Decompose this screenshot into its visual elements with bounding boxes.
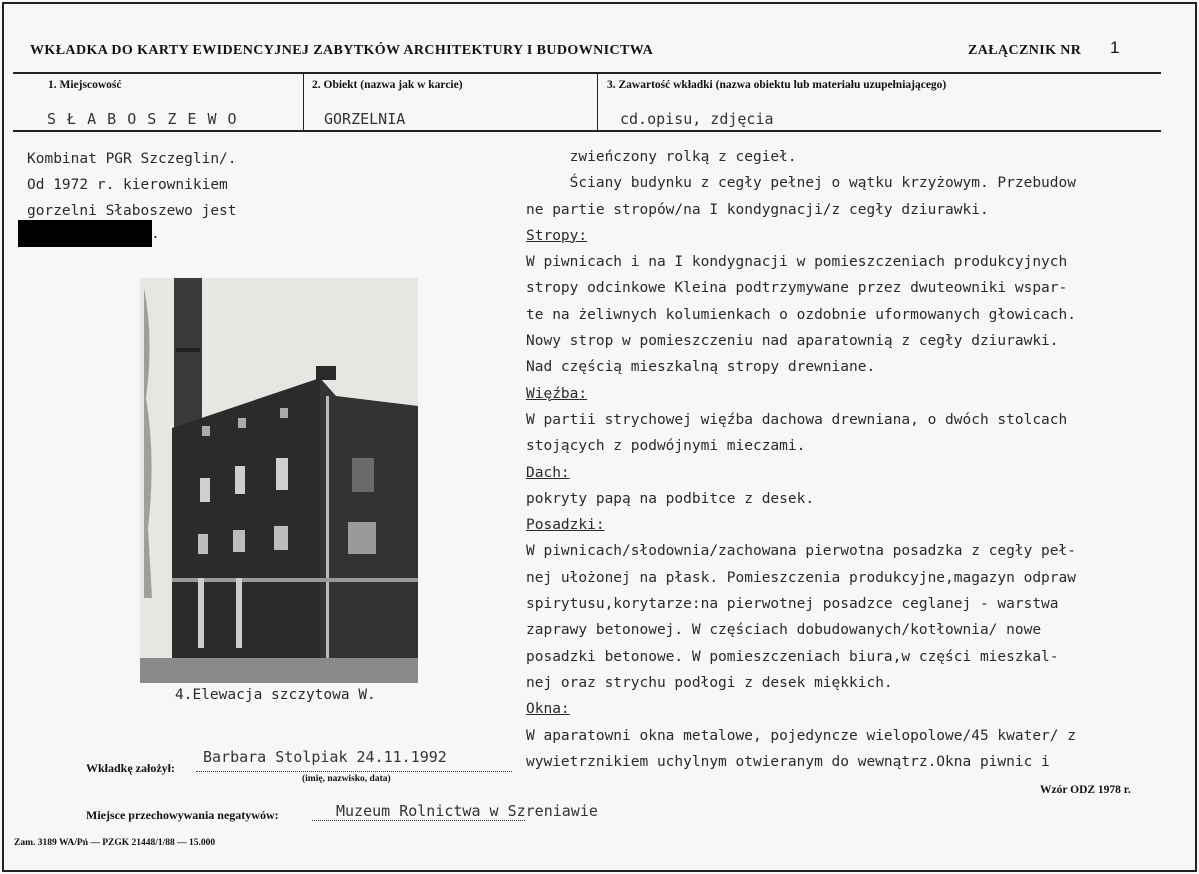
storage-value: Muzeum Rolnictwa w Szreniawie	[336, 802, 598, 820]
section-heading: Więźba:	[526, 385, 588, 402]
description-line: nej oraz strychu podłogi z desek miękkich.	[526, 674, 893, 691]
header-rule-bottom	[13, 130, 1161, 132]
template-label: Wzór ODZ 1978 r.	[1040, 784, 1131, 796]
locality-value: S Ł A B O S Z E W O	[47, 110, 238, 128]
description-line: W piwnicach/słodownia/zachowana pierwotna posadzka z cegły peł-	[526, 543, 1076, 560]
description-line: stropy odcinkowe Kleina podtrzymywane przez dwuteowniki wspar-	[526, 280, 1068, 297]
established-label: Wkładkę założył:	[86, 761, 175, 775]
print-info: Zam. 3189 WA/Pń — PZGK 21448/1/88 — 15.000	[14, 838, 216, 848]
description-line: nej ułożonej na płask. Pomieszczenia produkcyjne,magazyn odpraw	[526, 569, 1076, 586]
photo-caption: 4.Elewacja szczytowa W.	[175, 687, 376, 703]
attachment-number: 1	[1110, 38, 1120, 57]
left-notes	[27, 146, 237, 224]
description-line: stojących z podwójnymi mieczami.	[526, 438, 806, 455]
header-rule-top	[13, 72, 1161, 74]
description-line: Ściany budynku z cegły pełnej o wątku krzyżowym. Przebudow	[526, 175, 1076, 192]
description-line: Nowy strop w pomieszczeniu nad aparatownią z cegły dziurawki.	[526, 333, 1059, 350]
established-dotted-line	[196, 771, 512, 772]
description-line: zaprawy betonowej. W częściach dobudowanych/kotłownia/ nowe	[526, 622, 1042, 639]
column-divider-1	[303, 72, 304, 130]
left-note-line: Kombinat PGR Szczeglin/.	[27, 151, 237, 167]
section-heading: Posadzki:	[526, 517, 605, 534]
description-line: spirytusu,korytarze:na pierwotnej posadzce ceglanej - warstwa	[526, 596, 1059, 613]
description-line: ne partie stropów/na I kondygnacji/z cegły dziurawki.	[526, 201, 989, 218]
description-line: posadzki betonowe. W pomieszczeniach biura,w części mieszkal-	[526, 648, 1059, 665]
content-value: cd.opisu, zdjęcia	[620, 110, 774, 128]
attachment-label: ZAŁĄCZNIK NR	[968, 43, 1082, 58]
section-heading: Dach:	[526, 464, 570, 481]
established-value: Barbara Stolpiak 24.11.1992	[203, 748, 447, 766]
redaction-suffix: .	[151, 226, 160, 242]
description-line: W aparatowni okna metalowe, pojedyncze wielopolowe/45 kwater/ z	[526, 727, 1076, 744]
form-title: WKŁADKA DO KARTY EWIDENCYJNEJ ZABYTKÓW ARCHITEKTURY I BUDOWNICTWA	[30, 43, 654, 58]
storage-dotted-line	[312, 820, 525, 821]
description-line: pokryty papą na podbitce z desek.	[526, 490, 815, 507]
storage-label: Miejsce przechowywania negatywów:	[86, 808, 279, 822]
left-note-line: gorzelni Słaboszewo jest	[27, 203, 237, 219]
building-photo	[140, 278, 418, 683]
description-line: zwieńczony rolką z cegieł.	[526, 149, 797, 165]
redaction-bar	[18, 220, 152, 247]
description-text	[526, 144, 1198, 775]
object-label: 2. Obiekt (nazwa jak w karcie)	[312, 79, 463, 91]
locality-label: 1. Miejscowość	[48, 79, 122, 91]
object-value: GORZELNIA	[324, 110, 406, 128]
description-line: wywietrznikiem uchylnym otwieranym do wewnątrz.Okna piwnic i	[526, 753, 1050, 770]
section-heading: Okna:	[526, 701, 570, 718]
description-line: W partii strychowej więźba dachowa drewniana, o dwóch stolcach	[526, 411, 1068, 428]
column-divider-2	[597, 72, 598, 130]
description-line: W piwnicach i na I kondygnacji w pomieszczeniach produkcyjnych	[526, 254, 1068, 271]
left-note-line: Od 1972 r. kierownikiem	[27, 177, 228, 193]
section-heading: Stropy:	[526, 227, 588, 244]
content-label: 3. Zawartość wkładki (nazwa obiektu lub materiału uzupełniającego)	[607, 79, 947, 91]
established-sublabel: (imię, nazwisko, data)	[302, 774, 391, 784]
description-line: Nad częścią mieszkalną stropy drewniane.	[526, 359, 876, 376]
description-line: te na żeliwnych kolumienkach o ozdobnie uformowanych głowicach.	[526, 306, 1076, 323]
